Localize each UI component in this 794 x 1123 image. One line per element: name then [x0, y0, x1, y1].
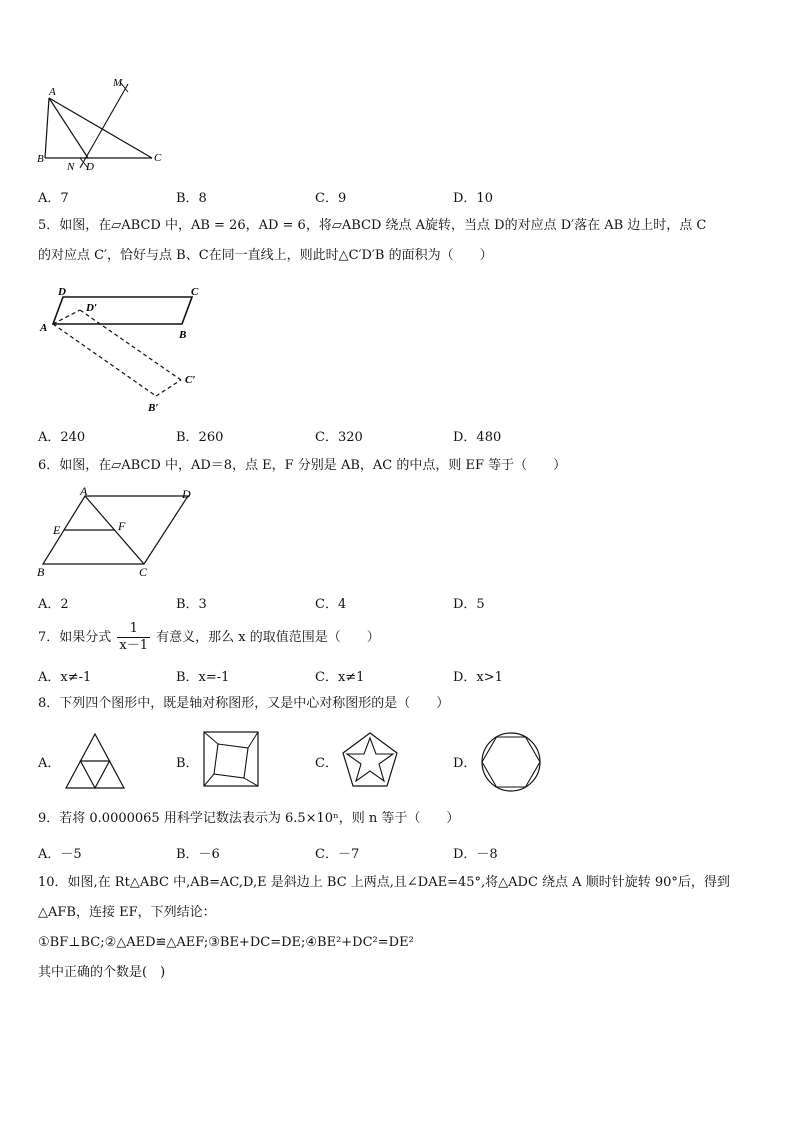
q5-label-dprime: D′	[86, 302, 98, 314]
q5-stem	[38, 211, 758, 271]
q8-stem	[38, 689, 758, 719]
q4-label-n: N	[67, 161, 75, 173]
q4-label-a: A	[49, 86, 56, 98]
q7-stem	[38, 620, 758, 656]
q9-option-c[interactable]: C．－7	[315, 847, 360, 862]
q6-option-d[interactable]: D．5	[453, 597, 485, 612]
q8-line1: 8．下列四个图形中，既是轴对称图形，又是中心对称图形的是（ ）	[38, 696, 450, 711]
q7-fraction	[117, 621, 150, 654]
q6-label-a: A	[80, 486, 88, 498]
pinwheel-square-icon	[200, 730, 260, 790]
q6-label-f: F	[118, 519, 126, 533]
q4-label-b: B	[37, 153, 44, 165]
hexagon-circle-icon	[477, 730, 541, 794]
q5-label-bprime: B′	[148, 402, 159, 414]
q6-label-c: C	[139, 565, 148, 579]
q5-option-a[interactable]: A．240	[38, 430, 86, 445]
q5-option-d[interactable]: D．480	[453, 430, 502, 445]
q4-figure	[36, 76, 166, 174]
q9-option-b[interactable]: B．－6	[176, 847, 220, 862]
q8-option-a-label: A．	[38, 756, 61, 771]
q5-option-b[interactable]: B．260	[176, 430, 224, 445]
q5-label-b: B	[179, 329, 187, 341]
q10-line3: ①BF⊥BC;②△AED≌△AEF;③BE+DC=DE;④BE²+DC²=DE²	[38, 935, 414, 950]
q6-figure	[36, 486, 206, 580]
q8-option-b-label: B．	[176, 756, 199, 771]
q7-options	[38, 666, 738, 686]
q6-stem	[38, 451, 758, 481]
q4-option-b[interactable]: B．8	[176, 191, 207, 206]
star-pentagon-icon	[339, 730, 401, 792]
q6-label-d: D	[182, 487, 191, 501]
q6-option-b[interactable]: B．3	[176, 597, 207, 612]
q7-option-a[interactable]: A．x≠-1	[38, 670, 92, 685]
q6-options	[38, 593, 738, 613]
q5-label-c: C	[191, 286, 199, 298]
q4-triangle-diagram	[36, 76, 166, 174]
q7-option-d[interactable]: D．x>1	[453, 670, 503, 685]
q4-label-d: D	[86, 161, 94, 173]
q4-option-d[interactable]: D．10	[453, 191, 493, 206]
q7-option-b[interactable]: B．x=-1	[176, 670, 230, 685]
q4-option-c[interactable]: C．9	[315, 191, 347, 206]
q7-numerator: 1	[117, 621, 150, 638]
q9-line1: 9．若将 0.0000065 用科学记数法表示为 6.5×10ⁿ，则 n 等于（ ）	[38, 811, 460, 826]
q8-option-c-label: C．	[315, 756, 338, 771]
q8-options	[38, 730, 738, 796]
q5-label-d: D	[58, 286, 66, 298]
q5-option-c[interactable]: C．320	[315, 430, 363, 445]
q7-prefix: 7．如果分式	[38, 630, 112, 645]
q6-option-c[interactable]: C．4	[315, 597, 347, 612]
q4-options	[38, 187, 738, 207]
q6-label-e: E	[53, 523, 61, 537]
q10-line2: △AFB，连接 EF，下列结论：	[38, 905, 216, 920]
q9-options	[38, 843, 738, 863]
q5-label-a: A	[40, 322, 48, 334]
q4-option-a[interactable]: A．7	[38, 191, 69, 206]
q5-label-cprime: C′	[185, 374, 196, 386]
q4-label-m: M	[113, 77, 123, 89]
q10-line4: 其中正确的个数是( )	[38, 965, 166, 980]
q6-line1: 6．如图，在▱ABCD 中，AD＝8，点 E，F 分别是 AB，AC 的中点，则 EF 等于（ ）	[38, 458, 567, 473]
q9-option-a[interactable]: A．－5	[38, 847, 82, 862]
q4-label-c: C	[154, 152, 162, 164]
q6-parallelogram-diagram	[36, 486, 206, 580]
q5-line1: 5．如图，在▱ABCD 中，AB = 26，AD = 6，将▱ABCD 绕点 A旋转，当点 D的对应点 D′落在 AB 边上时，点 C	[38, 218, 707, 233]
q5-parallelogram-diagram	[36, 284, 216, 414]
q9-option-d[interactable]: D．－8	[453, 847, 498, 862]
q6-label-b: B	[37, 565, 45, 579]
q5-figure	[36, 284, 216, 414]
q10-line1: 10．如图,在 Rt△ABC 中,AB=AC,D,E 是斜边上 BC 上两点,且∠DAE=45°,将△ADC 绕点 A 顺时针旋转 90°后，得到	[38, 875, 730, 890]
q8-option-d-label: D．	[453, 756, 477, 771]
q7-suffix: 有意义，那么 x 的取值范围是（ ）	[156, 630, 380, 645]
q7-option-c[interactable]: C．x≠1	[315, 670, 365, 685]
q10-stem	[38, 868, 758, 988]
q5-options	[38, 426, 738, 446]
q7-denominator: x－1	[119, 638, 149, 653]
triangle-subdivided-icon	[62, 730, 128, 794]
q6-option-a[interactable]: A．2	[38, 597, 69, 612]
q5-line2: 的对应点 C′，恰好与点 B、C在同一直线上，则此时△C′D′B 的面积为（ ）	[38, 248, 493, 263]
q9-stem	[38, 804, 758, 834]
